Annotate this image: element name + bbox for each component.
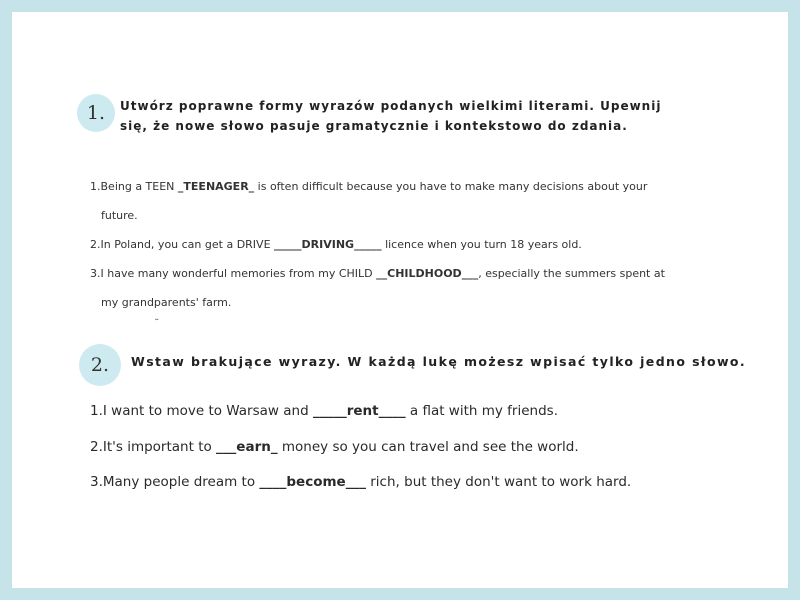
item-answer: ____become___ [259, 474, 366, 490]
item-answer: _____rent____ [312, 403, 406, 419]
item-text-before: I have many wonderful memories from my CHILD [100, 267, 377, 280]
item-text-after: rich, but they don't want to work hard. [365, 474, 632, 490]
item-answer: _____DRIVING_____ [274, 238, 382, 251]
item-number: 3. [90, 267, 101, 280]
item-text-before: It's important to [102, 438, 217, 455]
item-text-before: Being a TEEN [100, 180, 178, 193]
item-number: 2. [90, 238, 101, 251]
item-text-after: money so you can travel and see the world. [277, 438, 579, 455]
exercise-2-item-3 [90, 465, 770, 501]
exercise-2-item-2 [90, 430, 770, 466]
section-2-exercise-list [90, 394, 770, 501]
item-number: 2. [90, 438, 103, 455]
section-2-badge: 2. [79, 344, 121, 386]
exercise-1-item-2 [90, 230, 730, 259]
section-1-instruction [120, 96, 680, 136]
stray-mark: ˘ [154, 317, 160, 330]
section-1-instruction-line-2: się, że nowe słowo pasuje gramatycznie i kontekstowo do zdania. [120, 119, 628, 133]
item-text-before: In Poland, you can get a DRIVE [100, 238, 275, 251]
item-text-before: I want to move to Warsaw and [102, 403, 313, 419]
exercise-1-item-1 [90, 172, 730, 201]
exercise-1-item-1-continuation: future. [101, 209, 138, 222]
section-1-exercise-list [90, 172, 730, 317]
exercise-2-item-1 [90, 394, 770, 430]
section-2-instruction: Wstaw brakujące wyrazy. W każdą lukę możesz wpisać tylko jedno słowo. [131, 354, 747, 369]
item-text-after: licence when you turn 18 years old. [381, 238, 582, 251]
item-number: 1. [90, 403, 103, 419]
worksheet-page [12, 12, 788, 588]
item-text-after: a flat with my friends. [405, 403, 558, 419]
section-1-instruction-line-1: Utwórz poprawne formy wyrazów podanych wielkimi literami. Upewnij [120, 99, 662, 113]
item-number: 1. [90, 180, 101, 193]
item-text-after: is often difficult because you have to make many decisions about your [254, 180, 648, 193]
item-answer: __CHILDHOOD___ [376, 267, 479, 280]
exercise-1-item-3-continuation: my grandparents' farm. [101, 296, 232, 309]
item-answer: _TEENAGER_ [177, 180, 255, 193]
exercise-1-item-3 [90, 259, 730, 288]
item-answer: ___earn_ [216, 438, 278, 455]
item-text-before: Many people dream to [102, 474, 260, 490]
item-text-after: , especially the summers spent at [478, 267, 665, 280]
section-1-badge: 1. [77, 94, 115, 132]
item-number: 3. [90, 474, 103, 490]
